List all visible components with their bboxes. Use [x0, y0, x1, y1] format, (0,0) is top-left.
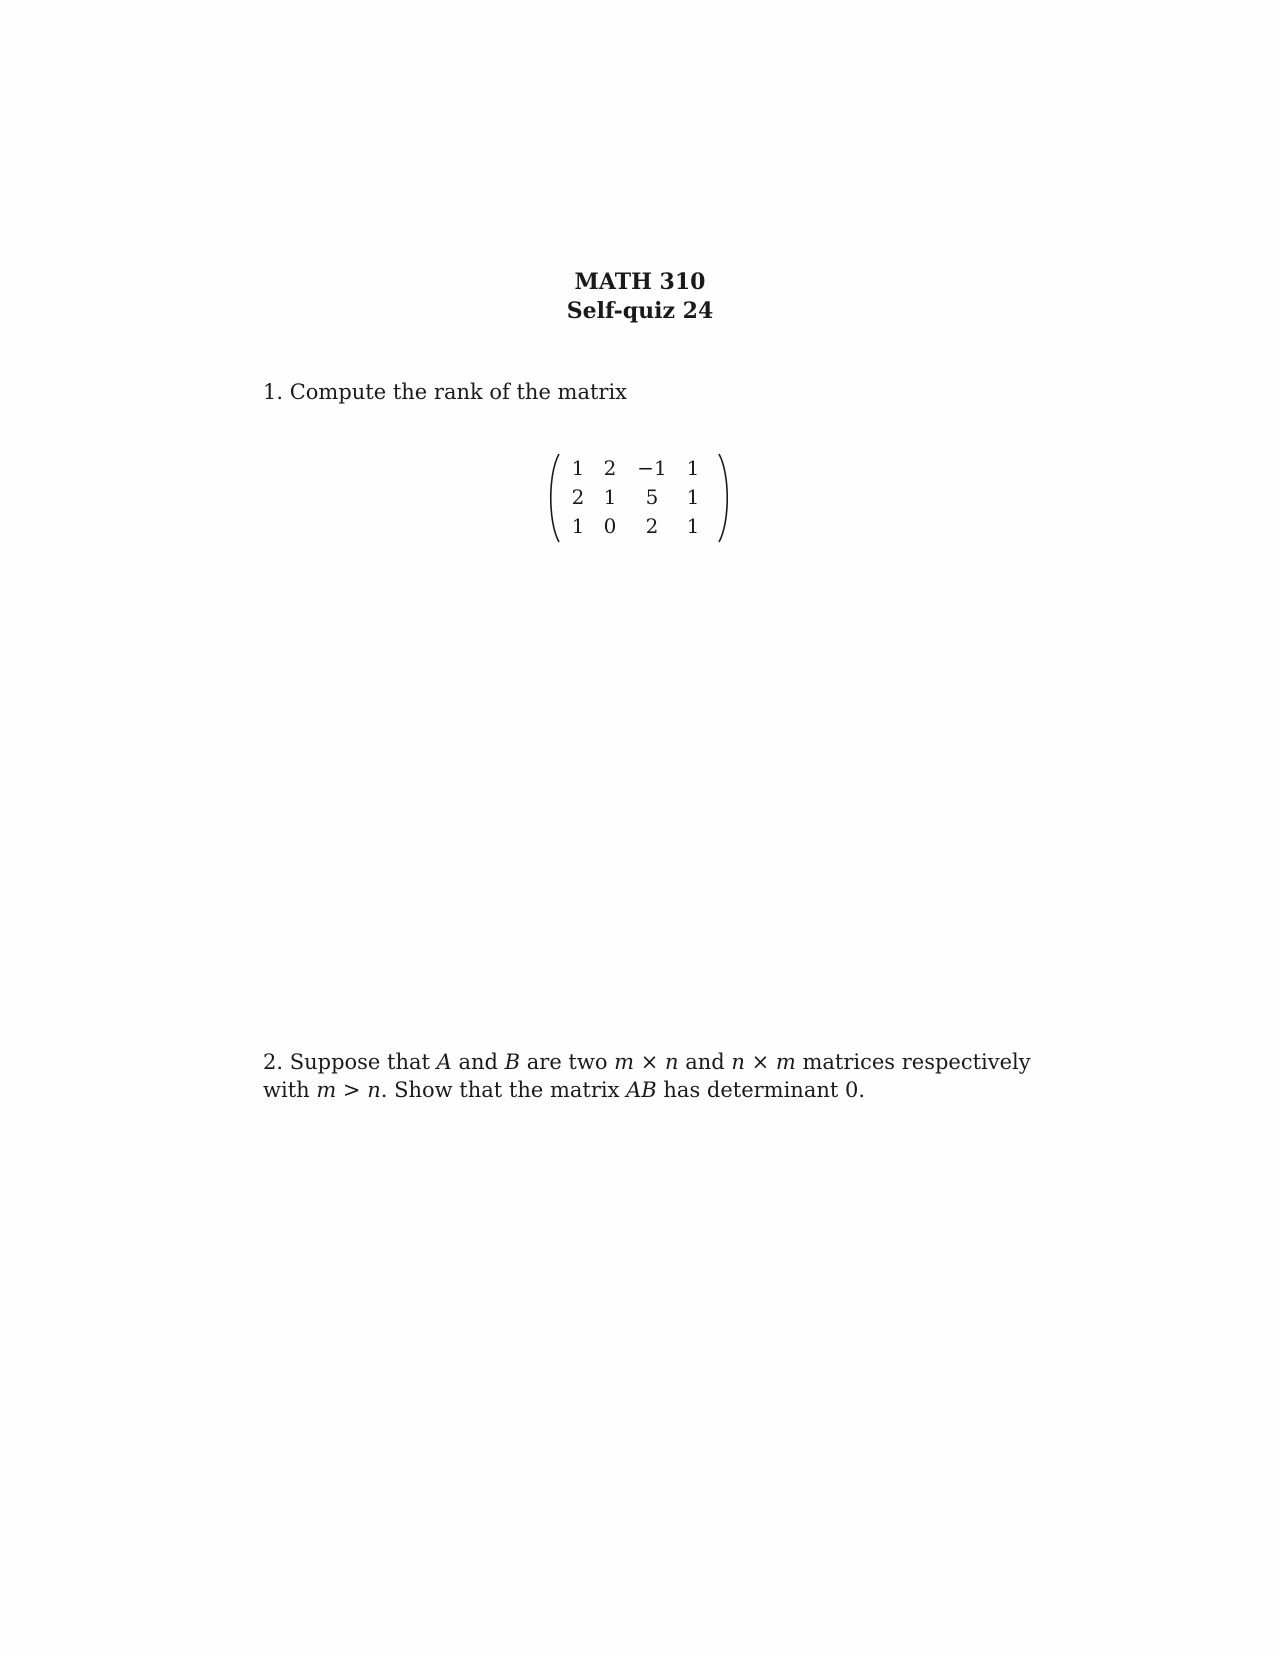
- quiz-header: [0, 268, 1280, 326]
- question-2-text: [263, 1048, 1031, 1104]
- math-var: A: [436, 1050, 452, 1074]
- quiz-title: Self-quiz 24: [566, 298, 714, 324]
- matrix-cell: 2: [571, 485, 585, 509]
- matrix-cell: 2: [603, 456, 617, 480]
- text-run: matrices respectively: [795, 1050, 1031, 1074]
- matrix-cell: 0: [603, 514, 617, 538]
- matrix-cell: 5: [645, 485, 659, 509]
- matrix-cell: −1: [637, 456, 667, 480]
- math-var: B: [504, 1050, 521, 1074]
- math-expr: m × n: [614, 1050, 679, 1074]
- matrix-cell: 1: [686, 456, 700, 480]
- matrix-cell: 2: [645, 514, 659, 538]
- question-2-line-2: [263, 1076, 1023, 1104]
- text-run: with: [263, 1078, 317, 1102]
- matrix-cell: 1: [686, 485, 700, 509]
- text-run: 2. Suppose that: [263, 1050, 437, 1074]
- right-parenthesis: [716, 452, 732, 544]
- course-title: MATH 310: [574, 269, 706, 295]
- text-run: and: [678, 1050, 732, 1074]
- math-expr: m > n: [316, 1078, 381, 1102]
- text-run: are two: [520, 1050, 615, 1074]
- matrix-cell: 1: [571, 514, 585, 538]
- matrix-cell: 1: [603, 485, 617, 509]
- matrix-cell: 1: [686, 514, 700, 538]
- text-run: and: [451, 1050, 505, 1074]
- matrix-cell: 1: [571, 456, 585, 480]
- math-expr: n × m: [731, 1050, 796, 1074]
- text-run: . Show that the matrix: [380, 1078, 627, 1102]
- math-var: AB: [626, 1078, 657, 1102]
- question-2-line-1: [263, 1048, 1031, 1076]
- text-run: has determinant 0.: [656, 1078, 866, 1102]
- matrix: [546, 452, 732, 544]
- question-1-text: 1. Compute the rank of the matrix: [263, 380, 628, 404]
